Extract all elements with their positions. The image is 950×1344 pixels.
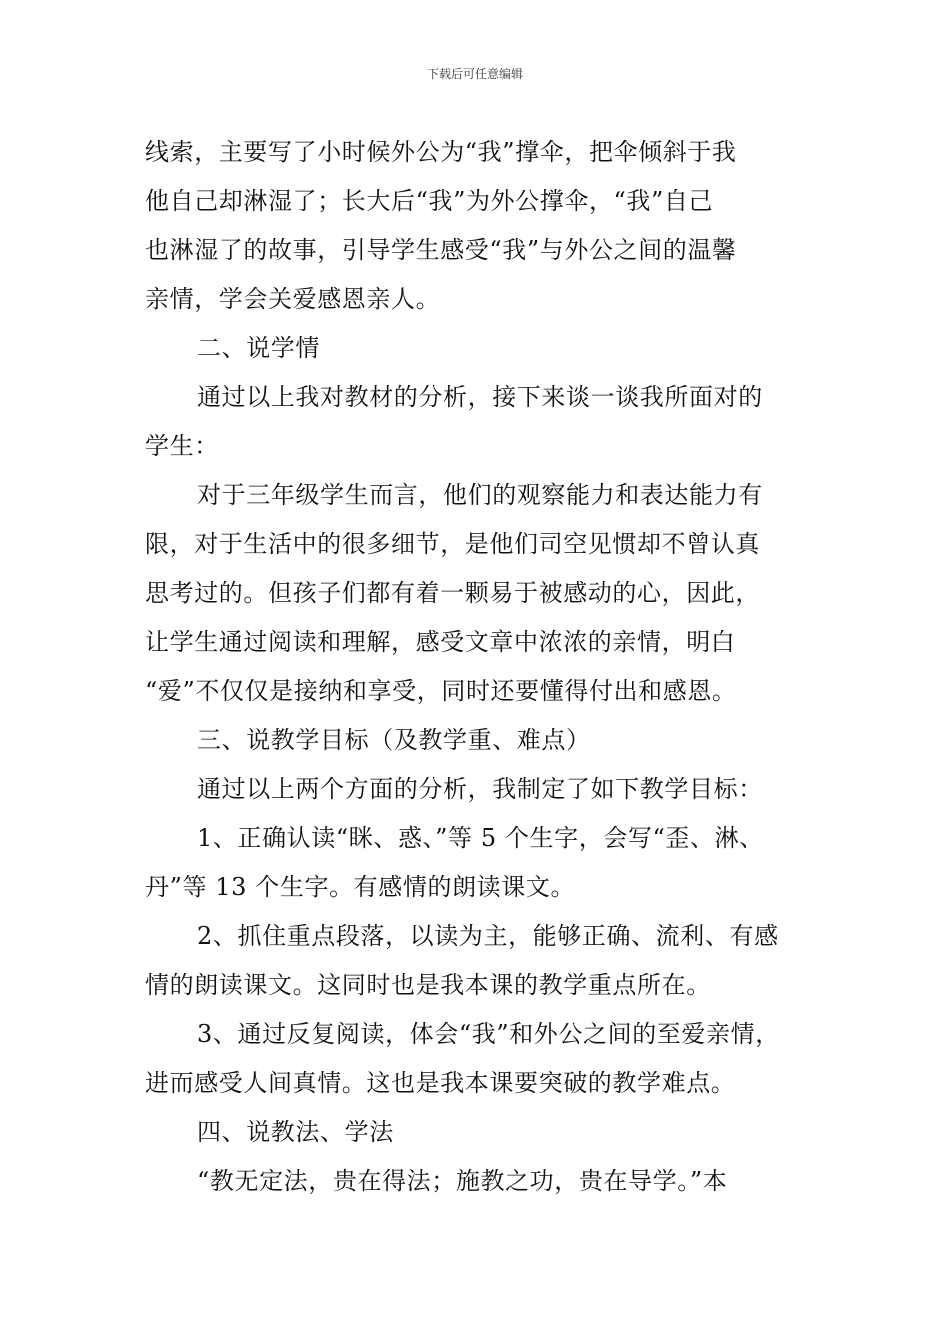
text-line: “爱”不仅仅是接纳和享受，同时还要懂得付出和感恩。 [145, 677, 737, 705]
text-line: 情的朗读课文。这同时也是我本课的教学重点所在。 [145, 971, 711, 999]
list-item: 1、正确认读“眯、惑、”等 5 个生字，会写“歪、淋、 [197, 824, 764, 852]
text-line: 他自己却淋湿了；长大后“我”为外公撑伞，“我”自己 [145, 187, 714, 215]
section-heading: 四、说教法、学法 [197, 1118, 394, 1146]
document-body [145, 128, 810, 1206]
text-line: 对于三年级学生而言，他们的观察能力和表达能力有 [197, 481, 763, 509]
text-line: 限，对于生活中的很多细节，是他们司空见惯却不曾认真 [145, 530, 760, 558]
section-heading: 三、说教学目标（及教学重、难点） [197, 726, 591, 754]
text-line: “教无定法，贵在得法；施教之功，贵在导学。”本 [197, 1167, 728, 1195]
text-line: 亲情，学会关爱感恩亲人。 [145, 285, 441, 313]
text-line: 丹”等 13 个生字。有感情的朗读课文。 [145, 873, 576, 901]
text-line: 让学生通过阅读和理解，感受文章中浓浓的亲情，明白 [145, 628, 736, 656]
page-header: 下载后可任意编辑 [426, 67, 523, 81]
text-line: 通过以上两个方面的分析，我制定了如下教学目标： [197, 775, 763, 803]
text-line: 也淋湿了的故事，引导学生感受“我”与外公之间的温馨 [145, 236, 737, 264]
text-line: 学生： [145, 432, 219, 460]
text-line: 思考过的。但孩子们都有着一颗易于被感动的心，因此， [145, 579, 760, 607]
text-line: 进而感受人间真情。这也是我本课要突破的教学难点。 [145, 1069, 736, 1097]
text-line: 线索，主要写了小时候外公为“我”撑伞，把伞倾斜于我 [145, 138, 737, 166]
section-heading: 二、说学情 [197, 334, 320, 362]
list-item: 3、通过反复阅读，体会“我”和外公之间的至爱亲情， [197, 1020, 780, 1048]
list-item: 2、抓住重点段落，以读为主，能够正确、流利、有感 [197, 922, 779, 950]
text-line: 通过以上我对教材的分析，接下来谈一谈我所面对的 [197, 383, 763, 411]
